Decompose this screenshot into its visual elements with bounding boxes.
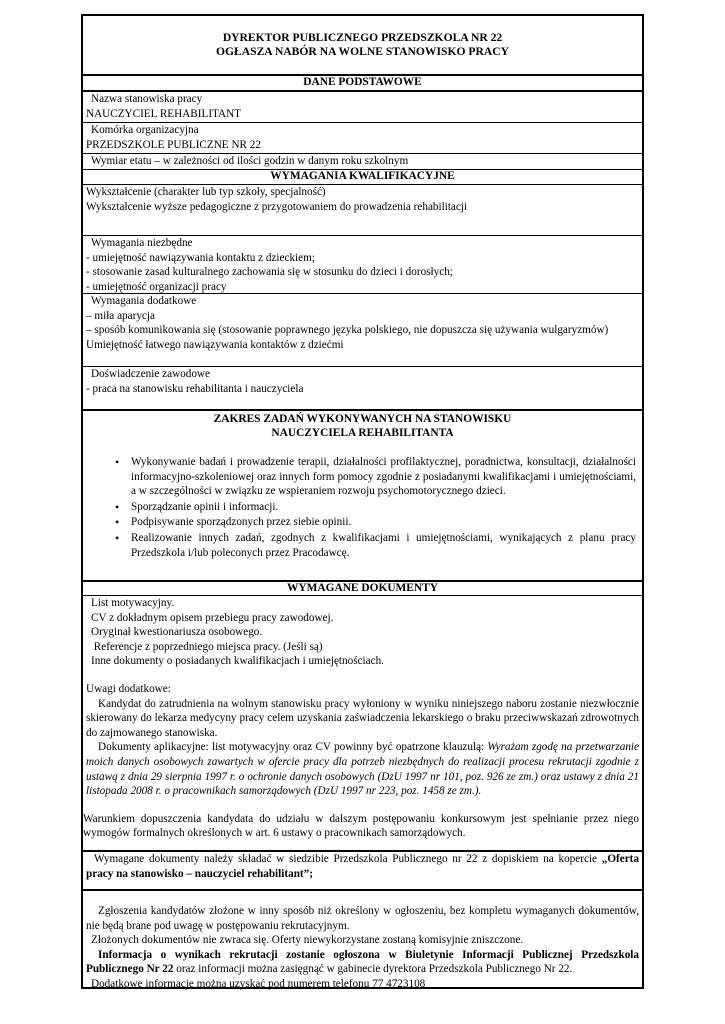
final-note-results [83,948,642,977]
hours-row [83,153,642,169]
experience-row [83,366,642,409]
tasks-list [83,455,642,560]
education-row [83,184,642,235]
tasks-section [83,409,642,580]
position-row [83,90,642,122]
hours-text: Wymiar etatu – w zależności od ilości godzin w danym roku szkolnym [91,155,409,167]
submission-instruction: Wymagane dokumenty należy składać w siedzibie Przedszkola Publicznego nr 22 z dopiskiem na kopercie [94,853,597,865]
additional-item: Umiejętność łatwego nawiązywania kontaktów z dziećmi [86,338,344,351]
additional-row [83,293,642,366]
final-notes [83,889,642,990]
experience-value: - praca na stanowisku rehabilitanta i nauczyciela [86,382,304,395]
position-value: NAUCZYCIEL REHABILITANT [86,107,241,120]
document-item: Inne dokumenty o posiadanych kwalifikacjach i umiejętnościach. [91,655,384,668]
unit-value: PRZEDSZKOLE PUBLICZNE NR 22 [86,138,261,151]
experience-label: Doświadczenie zawodowe [91,368,210,380]
tasks-heading-line-1: ZAKRES ZADAŃ WYKONYWANYCH NA STANOWISKU [213,413,512,425]
final-note-incomplete: Zgłoszenia kandydatów złożone w inny sposób niż określony w ogłoszeniu, bez kompletu wymaganych dokumentów, nie będą brane pod uwagę w postępowaniu rekrutacyjnym. [86,905,639,932]
title-line-1: DYREKTOR PUBLICZNEGO PRZEDSZKOLA NR 22 [222,31,503,44]
final-note-return: Złożonych dokumentów nie zwraca się. Oferty niewykorzystane zostaną komisyjnie zniszczone. [91,934,524,947]
additional-item: – miła aparycja [86,309,155,322]
submission-row [83,850,642,889]
required-item: - umiejętność organizacji pracy [86,280,227,293]
additional-label: Wymagania dodatkowe [91,295,197,307]
results-info-rest: oraz informacji można zasięgnąć w gabinecie dyrektora Przedszkola Publicznego Nr 22. [173,963,573,976]
document-item: List motywacyjny. [91,597,175,609]
tasks-heading-line-2: NAUCZYCIELA REHABILITANTA [271,426,454,439]
required-item: - stosowanie zasad kulturalnego zachowania się w stosunku do dzieci i dorosłych; [86,266,453,279]
note-clause-prefix: Dokumenty aplikacyjne: list motywacyjny oraz CV powinny być opatrzone klauzulą: [98,741,488,754]
job-announcement-document [81,14,644,989]
required-label: Wymagania niezbędne [91,237,193,249]
submission-text [83,852,642,881]
document-item: Oryginał kwestionariusza osobowego. [91,626,263,639]
unit-label: Komórka organizacyjna [91,124,199,136]
education-label: Wykształcenie (charakter lub typ szkoły, specjalność) [86,186,326,198]
education-value: Wykształcenie wyższe pedagogiczne z przygotowaniem do prowadzenia rehabilitacji [86,200,468,213]
documents-heading: WYMAGANE DOKUMENTY [83,580,642,595]
document-item: Referencje z poprzedniego miejsca pracy. (Jeśli są) [91,640,323,653]
results-info-bold: Informacja o wynikach rekrutacji zostanie ogłoszona w Biuletynie Informacji Publicznej Przedszkola Publicznego Nr 22 [86,948,639,976]
final-note-phone: Dodatkowe informacje można uzyskać pod numerem telefonu 77 4723108 [91,977,426,990]
task-item: • Sporządzanie opinii i informacji. [131,500,636,515]
note-clause [83,740,642,798]
position-label: Nazwa stanowiska pracy [91,93,203,105]
documents-section [83,595,642,850]
task-item: • Podpisywanie sporządzonych przez siebie opinii. [131,515,636,530]
basic-data-heading: DANE PODSTAWOWE [83,74,642,90]
submission-envelope-note: „Oferta pracy na stanowisko – nauczyciel rehabilitant”; [86,853,639,880]
required-row [83,235,642,293]
note-clause-text: Wyrażam zgodę na przetwarzanie moich danych osobowych zawartych w ofercie pracy dla potrzeb niezbędnych do realizacji procesu rekrutacji zgodnie z ustawą z dnia 29 sierpnia 1997 r. o ochronie danych osobowych (DzU 1997 nr 101, poz. 926 ze zm.) oraz ustawy z dnia 21 listopada 2008 r. o pracownikach samorządowych (DzU 1997 nr 223, poz. 1458 ze zm.). [86,741,640,798]
announcement-title [83,16,642,74]
required-item: - umiejętność nawiązywania kontaktu z dzieckiem; [86,251,315,264]
note-condition: Warunkiem dopuszczenia kandydata do udziału w dalszym postępowaniu konkursowym jest spełnianie przez niego wymogów formalnych określonych w art. 6 ustawy o pracownikach samorządowych. [83,812,639,840]
additional-item: – sposób komunikowania się (stosowanie poprawnego języka polskiego, nie dopuszcza się używania wulgaryzmów) [86,324,609,337]
title-line-2: OGŁASZA NABÓR NA WOLNE STANOWISKO PRACY [215,45,509,58]
unit-row [83,122,642,153]
note-medical: Kandydat do zatrudnienia na wolnym stanowisku pracy wyłoniony w wyniku niniejszego naboru zostanie niezwłocznie skierowany do lekarza medycyny pracy celem uzyskania zaświadczenia lekarskiego o braku przeciwwskazań zdrowotnych do zajmowanego stanowiska. [86,697,639,739]
document-item: CV z dokładnym opisem przebiegu pracy zawodowej. [91,611,334,624]
notes-label: Uwagi dodatkowe: [86,682,171,695]
task-item: • Realizowanie innych zadań, zgodnych z kwalifikacjami i umiejętnościami, wynikających z planu pracy Przedszkola i/lub poleconych przez Pracodawcę. [131,531,636,560]
requirements-heading: WYMAGANIA KWALIFIKACYJNE [83,169,642,184]
task-item: • Wykonywanie badań i prowadzenie terapii, działalności profilaktycznej, poradnictwa, konsultacji, działalności informacyjno-szkoleniowej oraz innych form pomocy zgodnie z posiadanymi kwalifikacjami i umiejętnościami, a w szczególności w związku ze wspieraniem rozwoju psychomotorycznego dzieci. [131,455,636,499]
